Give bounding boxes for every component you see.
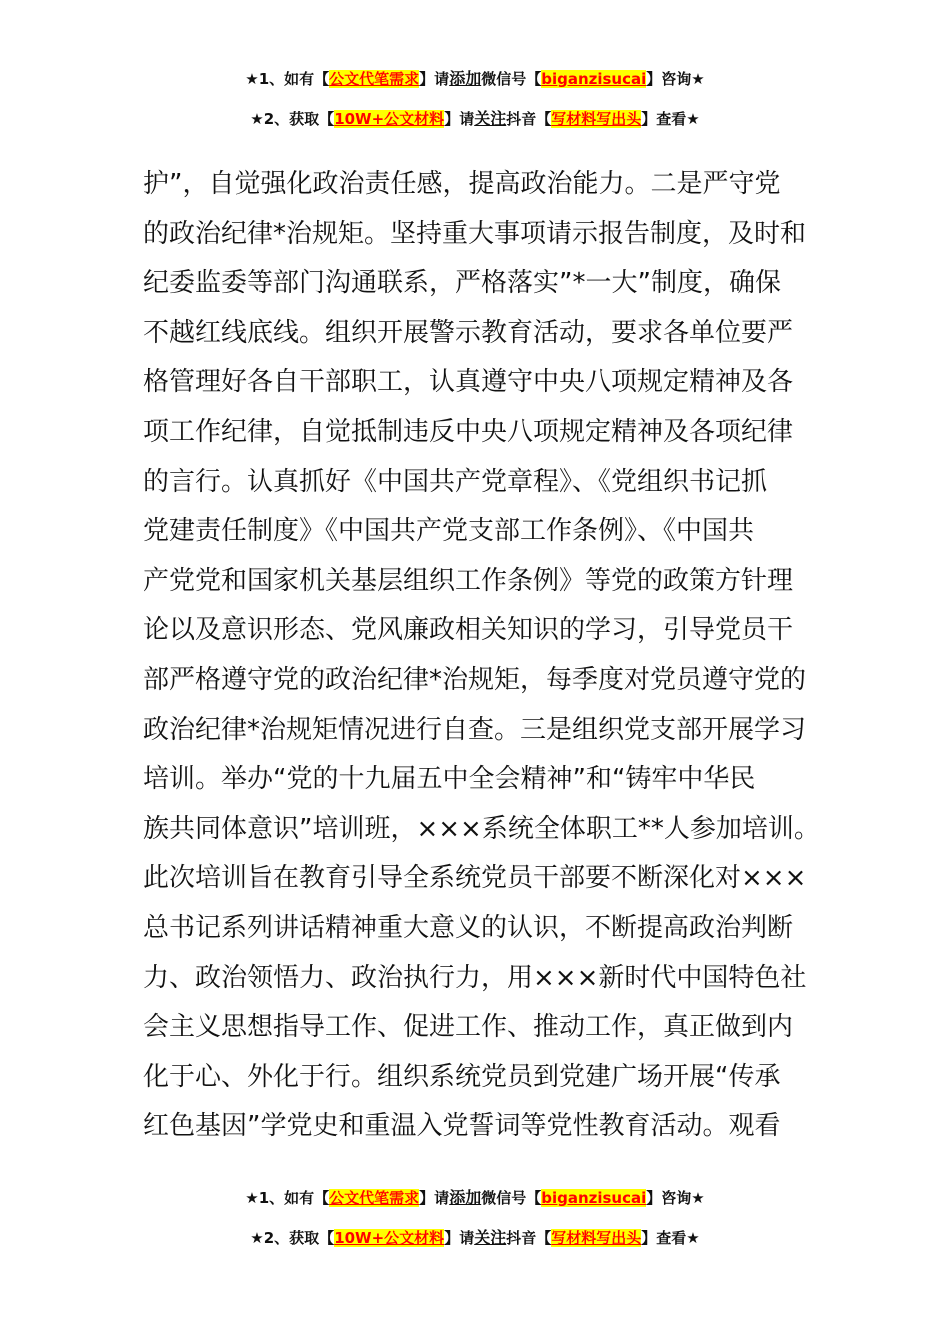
banner-underlined-text: 添加 [449, 69, 482, 88]
body-line: 族共同体意识”培训班，×××系统全体职工**人参加培训。 [143, 813, 820, 844]
body-line: 化于心、外化于行。组织系统党员到党建广场开展“传承 [143, 1061, 781, 1092]
douyin-highlight: 写材料写出头 [551, 110, 642, 128]
banner-underlined-text: 关注 [474, 109, 507, 128]
bottom-banner-line-2 [0, 1228, 950, 1248]
body-line: 的言行。认真抓好《中国共产党章程》、《党组织书记抓 [143, 466, 768, 497]
wechat-id-highlight: biganzisucai [541, 70, 647, 88]
banner-text: ★1、如有【 [245, 1189, 330, 1207]
body-line: 论以及意识形态、党风廉政相关知识的学习，引导党员干 [143, 615, 794, 646]
body-line: 培训。举办“党的十九届五中全会精神”和“铸牢中华民 [143, 764, 756, 795]
banner-underlined-text: 关注 [474, 1228, 507, 1247]
banner-text: 】查看★ [641, 1229, 700, 1247]
banner-text: 微信号【 [481, 1189, 542, 1207]
banner-text: 】请 [444, 110, 475, 128]
banner-text: 】查看★ [641, 110, 700, 128]
materials-highlight: 10W+公文材料 [334, 1229, 445, 1247]
body-line: 红色基因”学党史和重温入党誓词等党性教育活动。观看 [143, 1111, 781, 1142]
service-highlight: 公文代笔需求 [329, 1189, 420, 1207]
bottom-banner-line-1 [0, 1188, 950, 1208]
body-line: 护”，自觉强化政治责任感，提高政治能力。二是严守党 [143, 169, 781, 199]
body-line: 力、政治领悟力、政治执行力，用×××新时代中国特色社 [143, 962, 807, 993]
body-line: 不越红线底线。组织开展警示教育活动，要求各单位要严 [143, 317, 794, 348]
banner-text: 】请 [444, 1229, 475, 1247]
banner-text: 抖音【 [506, 110, 552, 128]
banner-text: ★2、获取【 [250, 110, 335, 128]
banner-text: 】咨询★ [646, 70, 705, 88]
body-line: 产党党和国家机关基层组织工作条例》等党的政策方针理 [143, 565, 794, 596]
banner-text: 微信号【 [481, 70, 542, 88]
body-line: 纪委监委等部门沟通联系，严格落实”*一大”制度，确保 [143, 268, 781, 299]
document-body [143, 160, 820, 1152]
banner-text: 】请 [419, 70, 450, 88]
banner-underlined-text: 添加 [449, 1188, 482, 1207]
materials-highlight: 10W+公文材料 [334, 110, 445, 128]
banner-text: 】请 [419, 1189, 450, 1207]
body-line: 格管理好各自干部职工，认真遵守中央八项规定精神及各 [143, 367, 794, 398]
top-banner [0, 69, 950, 129]
body-line: 此次培训旨在教育引导全系统党员干部要不断深化对××× [143, 863, 807, 894]
banner-text: 】咨询★ [646, 1189, 705, 1207]
body-line: 项工作纪律，自觉抵制违反中央八项规定精神及各项纪律 [143, 416, 794, 447]
body-line: 党建责任制度》《中国共产党支部工作条例》、《中国共 [143, 516, 755, 547]
bottom-banner [0, 1188, 950, 1248]
banner-text: ★2、获取【 [250, 1229, 335, 1247]
body-line: 政治纪律*治规矩情况进行自查。三是组织党支部开展学习 [143, 714, 807, 745]
body-line: 总书记系列讲话精神重大意义的认识，不断提高政治判断 [143, 912, 794, 943]
service-highlight: 公文代笔需求 [329, 70, 420, 88]
body-line: 部严格遵守党的政治纪律*治规矩，每季度对党员遵守党的 [143, 664, 807, 695]
banner-text: 抖音【 [506, 1229, 552, 1247]
banner-text: ★1、如有【 [245, 70, 330, 88]
douyin-highlight: 写材料写出头 [551, 1229, 642, 1247]
body-line: 会主义思想指导工作、促进工作、推动工作，真正做到内 [143, 1012, 794, 1043]
body-line: 的政治纪律*治规矩。坚持重大事项请示报告制度，及时和 [143, 218, 807, 249]
top-banner-line-2 [0, 109, 950, 129]
top-banner-line-1 [0, 69, 950, 89]
wechat-id-highlight: biganzisucai [541, 1189, 647, 1207]
